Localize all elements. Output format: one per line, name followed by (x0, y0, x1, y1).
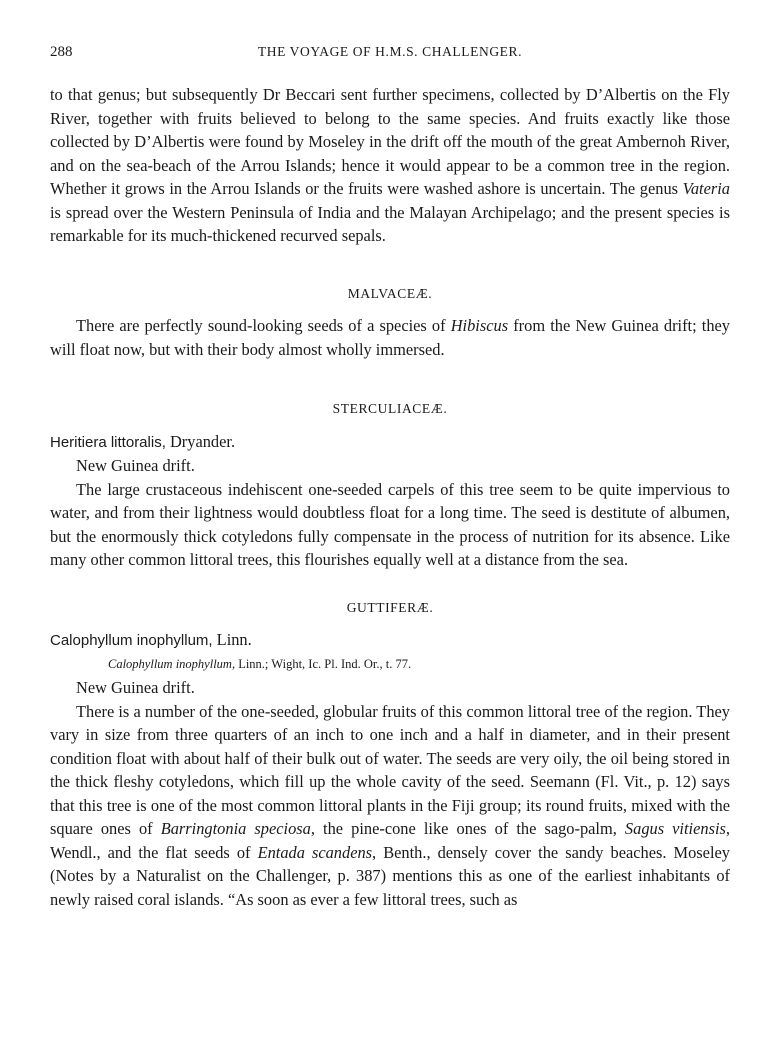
malvaceae-text-2: from the New Guinea drift; they will float now, but with their body almost wholly immersed. (50, 316, 730, 359)
species-barringtonia: Barringtonia speciosa (160, 819, 311, 838)
malvaceae-paragraph (50, 314, 730, 361)
guttiferae-text-4: , Benth., densely cover the sandy beaches. Moseley (Notes by a Naturalist on the Challenger, p. 387) mentions this as one of the earliest inhabitants of newly raised coral islands. “As soon as ever a few littoral trees, such as (50, 842, 730, 909)
guttiferae-text-2: , the pine-cone like ones of the sago-palm, (310, 819, 625, 838)
heading-malvaceae: MALVACEÆ. (347, 285, 433, 301)
heading-sterculiaceae: STERCULIACEÆ. (332, 401, 448, 416)
species-sagus: Sagus vitiensis (624, 819, 726, 838)
species-author-heritiera: Dryander. (165, 431, 236, 451)
intro-text-1: to that genus; but subsequently Dr Beccari sent further specimens, collected by D’Albertis on the Fly River, together with fruits believed to belong to the same species. And fruits exactly like those collected by D’Albertis were found by Moseley in the drift off the mouth of the great Ambernoh River, and on the sea-beach of the Arrou Islands; hence it would appear to be a common tree in the region. Whether it grows in the Arrou Islands or the fruits were washed ashore is uncertain. The genus (50, 85, 730, 198)
species-name-heritiera: Heritiera littoralis, (50, 433, 166, 451)
intro-text-2: is spread over the Western Peninsula of India and the Malayan Archipelago; and the present species is remarkable for its much-thickened recurved sepals. (50, 202, 730, 245)
running-title: THE VOYAGE OF H.M.S. CHALLENGER. (257, 44, 523, 59)
genus-vateria: Vateria (682, 179, 730, 198)
species-calophyllum (50, 628, 730, 653)
page-number: 288 (50, 44, 73, 60)
guttiferae-paragraph (50, 700, 730, 912)
species-entada: Entada scandens (257, 842, 373, 862)
synonym-name: Calophyllum inophyllum (108, 656, 232, 671)
guttiferae-text-1: There is a number of the one-seeded, globular fruits of this common littoral tree of the region. They vary in size from three quarters of an inch to one inch and a half in diameter, and in their present condition float with about half of their bulk out of water. The seeds are very oily, the oil being stored in the thick fleshy cotyledons, which fill up the whole cavity of the seed. Seemann (Fl. Vit., p. 12) says that this tree is one of the most common littoral plants in the Fiji group; its round fruits, mixed with the square ones of (50, 701, 730, 838)
page-header (50, 44, 730, 64)
page-body (50, 83, 730, 911)
sterculiaceae-paragraph: The large crustaceous indehiscent one-seeded carpels of this tree seem to be quite impervious to water, and from their lightness would doubtless float for a long time. The seed is destitute of albumen, but the enormously thick cotyledons fully compensate in the process of nutrition for its absence. Like many other common littoral trees, this flourishes equally well at a distance from the sea. (50, 479, 730, 569)
synonym-citation (50, 653, 730, 677)
malvaceae-text-1: There are perfectly sound-looking seeds of a species of (76, 316, 451, 335)
species-heritiera (50, 430, 730, 455)
genus-hibiscus: Hibiscus (450, 316, 509, 335)
species-author-calophyllum: Linn. (212, 630, 252, 649)
locality-heritiera: New Guinea drift. (76, 456, 195, 475)
species-name-calophyllum: Calophyllum inophyllum, (50, 632, 213, 649)
guttiferae-text-3: , Wendl., and the flat seeds of (50, 819, 730, 862)
locality-calophyllum: New Guinea drift. (76, 678, 195, 697)
synonym-reference: , Linn.; Wight, Ic. Pl. Ind. Or., t. 77. (231, 656, 412, 671)
heading-guttiferae: GUTTIFERÆ. (346, 599, 434, 615)
intro-paragraph (50, 83, 730, 248)
